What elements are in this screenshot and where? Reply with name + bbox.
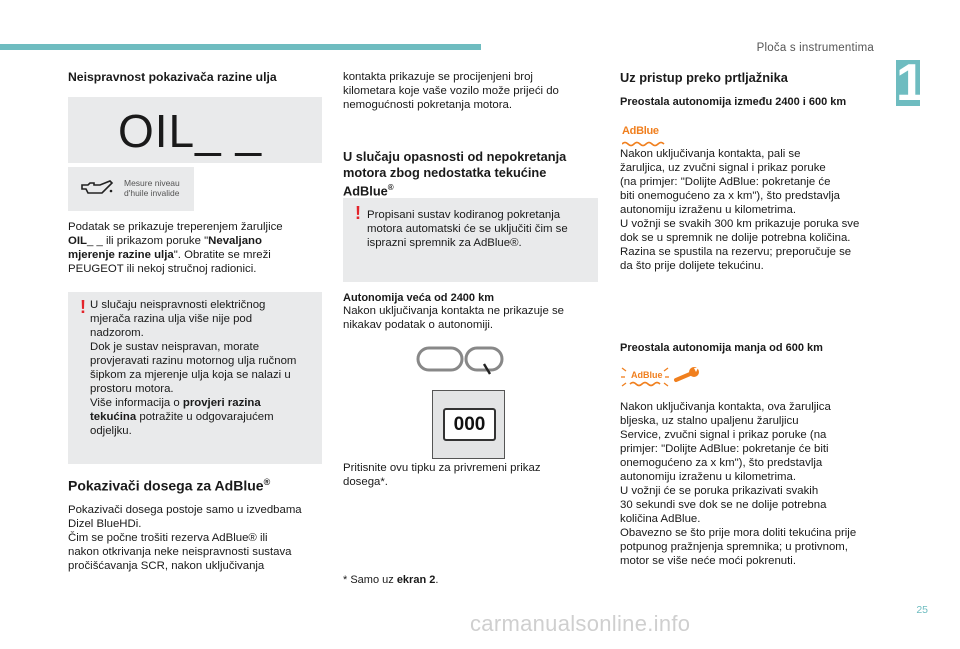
dashboard-dials-icon [416, 344, 506, 384]
oil-description [68, 220, 328, 276]
range-over-2400-text: Nakon uključivanja kontakta ne prikazuje se nikakav podatak o autonomiji. [343, 305, 564, 331]
range-button-label: 000 [453, 414, 486, 435]
oil-text-line4: PEUGEOT ili nekoj stručnoj radionici. [68, 263, 257, 275]
range-under-600-text: Nakon uključivanja kontakta, ova žaruljica bljeska, uz stalno upaljenu žaruljicu Service, zvučni signal i prikaz poruke (na primjer: "Dolijte AdBlue: pokretanje će biti onemogućeno za x km"), što predstavlja autonomiju izraženu u kilometrima. U vožnji će se poruka prikazivati svakih 30 sekundi sve dok se ne dolije potrebna količina AdBlue. Obavezno se što prije mora doliti tekućina prije potpunog pražnjenja spremnika; u protivnom, motor se više neće moći pokrenuti. [620, 401, 857, 567]
adblue-section-title: Pokazivači dosega za AdBlue® [68, 477, 271, 494]
watermark: carmanualsonline.info [470, 611, 691, 636]
adblue-warning-icon: AdBlue [622, 125, 666, 151]
range-2400-600-title: Preostala autonomija između 2400 i 600 km [620, 96, 847, 108]
oil-text-bold-measure: mjerenje razine ulja [68, 249, 174, 261]
oil-text-bold-oil: OIL [68, 235, 87, 247]
adblue-flashing-icon: AdBlue [620, 364, 670, 390]
range-over-2400-title: Autonomija veća od 2400 km [343, 292, 494, 304]
chapter-number: 1 [896, 54, 925, 112]
press-button-text: Pritisnite ovu tipku za privremeni prikaz dosega*. [343, 462, 541, 488]
service-wrench-icon [672, 366, 702, 386]
header-accent-bar [0, 44, 481, 50]
oil-message-line2: d'huile invalide [124, 188, 180, 198]
oil-text-bold-invalid: Nevaljano [208, 235, 262, 247]
section-title: Ploča s instrumentima [756, 42, 874, 54]
start-warning-text: Propisani sustav kodiranog pokretanja motora automatski će se uključiti čim se isprazni spremnik za AdBlue®. [367, 209, 568, 249]
oil-text-line1: Podatak se prikazuje treperenjem žaruljice [68, 221, 283, 233]
continued-text: kontakta prikazuje se procijenjeni broj kilometara koje vaše vozilo može prijeći do nemogućnosti pokretanja motora. [343, 71, 559, 111]
adblue-intro-text: Pokazivači dosega postoje samo u izvedbama Dizel BlueHDi. Čim se počne trošiti rezerva AdBlue® ili nakon otkrivanja neke neispravnosti sustava pročišćavanja SCR, nakon uključivanja [68, 504, 302, 572]
oil-can-icon [80, 179, 114, 199]
oil-text-line3: ". Obratite se mreži [173, 249, 271, 261]
oil-warning-box [68, 292, 322, 464]
page-number: 25 [916, 604, 928, 616]
footnote: * Samo uz ekran 2. [343, 574, 439, 586]
chapter-tab [896, 54, 925, 112]
oil-text-line2: _ _ ili prikazom poruke " [86, 235, 209, 247]
oil-message-line1: Mesure niveau [124, 178, 180, 188]
oil-warning-text: U slučaju neispravnosti električnog mjerača razina ulja više nije pod nadzorom. Dok je sustav neispravan, morate provjeravati razinu motornog ulja ručnom šipkom za mjerenje ulja koja se nalazi u prostoru motora. Više informacija o provjeri razina tekućina potražite u odgovarajućem odjeljku. [90, 299, 297, 437]
start-warning-box [343, 198, 598, 282]
danger-section-title: U slučaju opasnosti od nepokretanja motora zbog nedostatka tekućine AdBlue® [343, 149, 567, 199]
oil-display-panel [68, 97, 322, 163]
warning-icon: ! [355, 203, 361, 223]
range-display-button[interactable] [432, 390, 505, 459]
warning-icon: ! [80, 297, 86, 317]
range-under-600-title: Preostala autonomija manja od 600 km [620, 342, 823, 354]
oil-message-panel [68, 167, 194, 211]
range-2400-600-text: Nakon uključivanja kontakta, pali se žaruljica, uz zvučni signal i prikaz poruke (na primjer: "Dolijte AdBlue: pokretanje će biti onemogućeno za x km"), što predstavlja autonomiju izraženu u kilometrima. U vožnji se svakih 300 km prikazuje poruka sve dok se u spremnik ne dolije potrebna količina. Razina se spustila na rezervu; preporučuje se da što prije dolijete tekućinu. [620, 148, 860, 272]
oil-display-text: OIL_ _ [118, 105, 263, 157]
oil-section-title: Neispravnost pokazivača razine ulja [68, 70, 277, 84]
trunk-section-title: Uz pristup preko prtljažnika [620, 70, 788, 85]
